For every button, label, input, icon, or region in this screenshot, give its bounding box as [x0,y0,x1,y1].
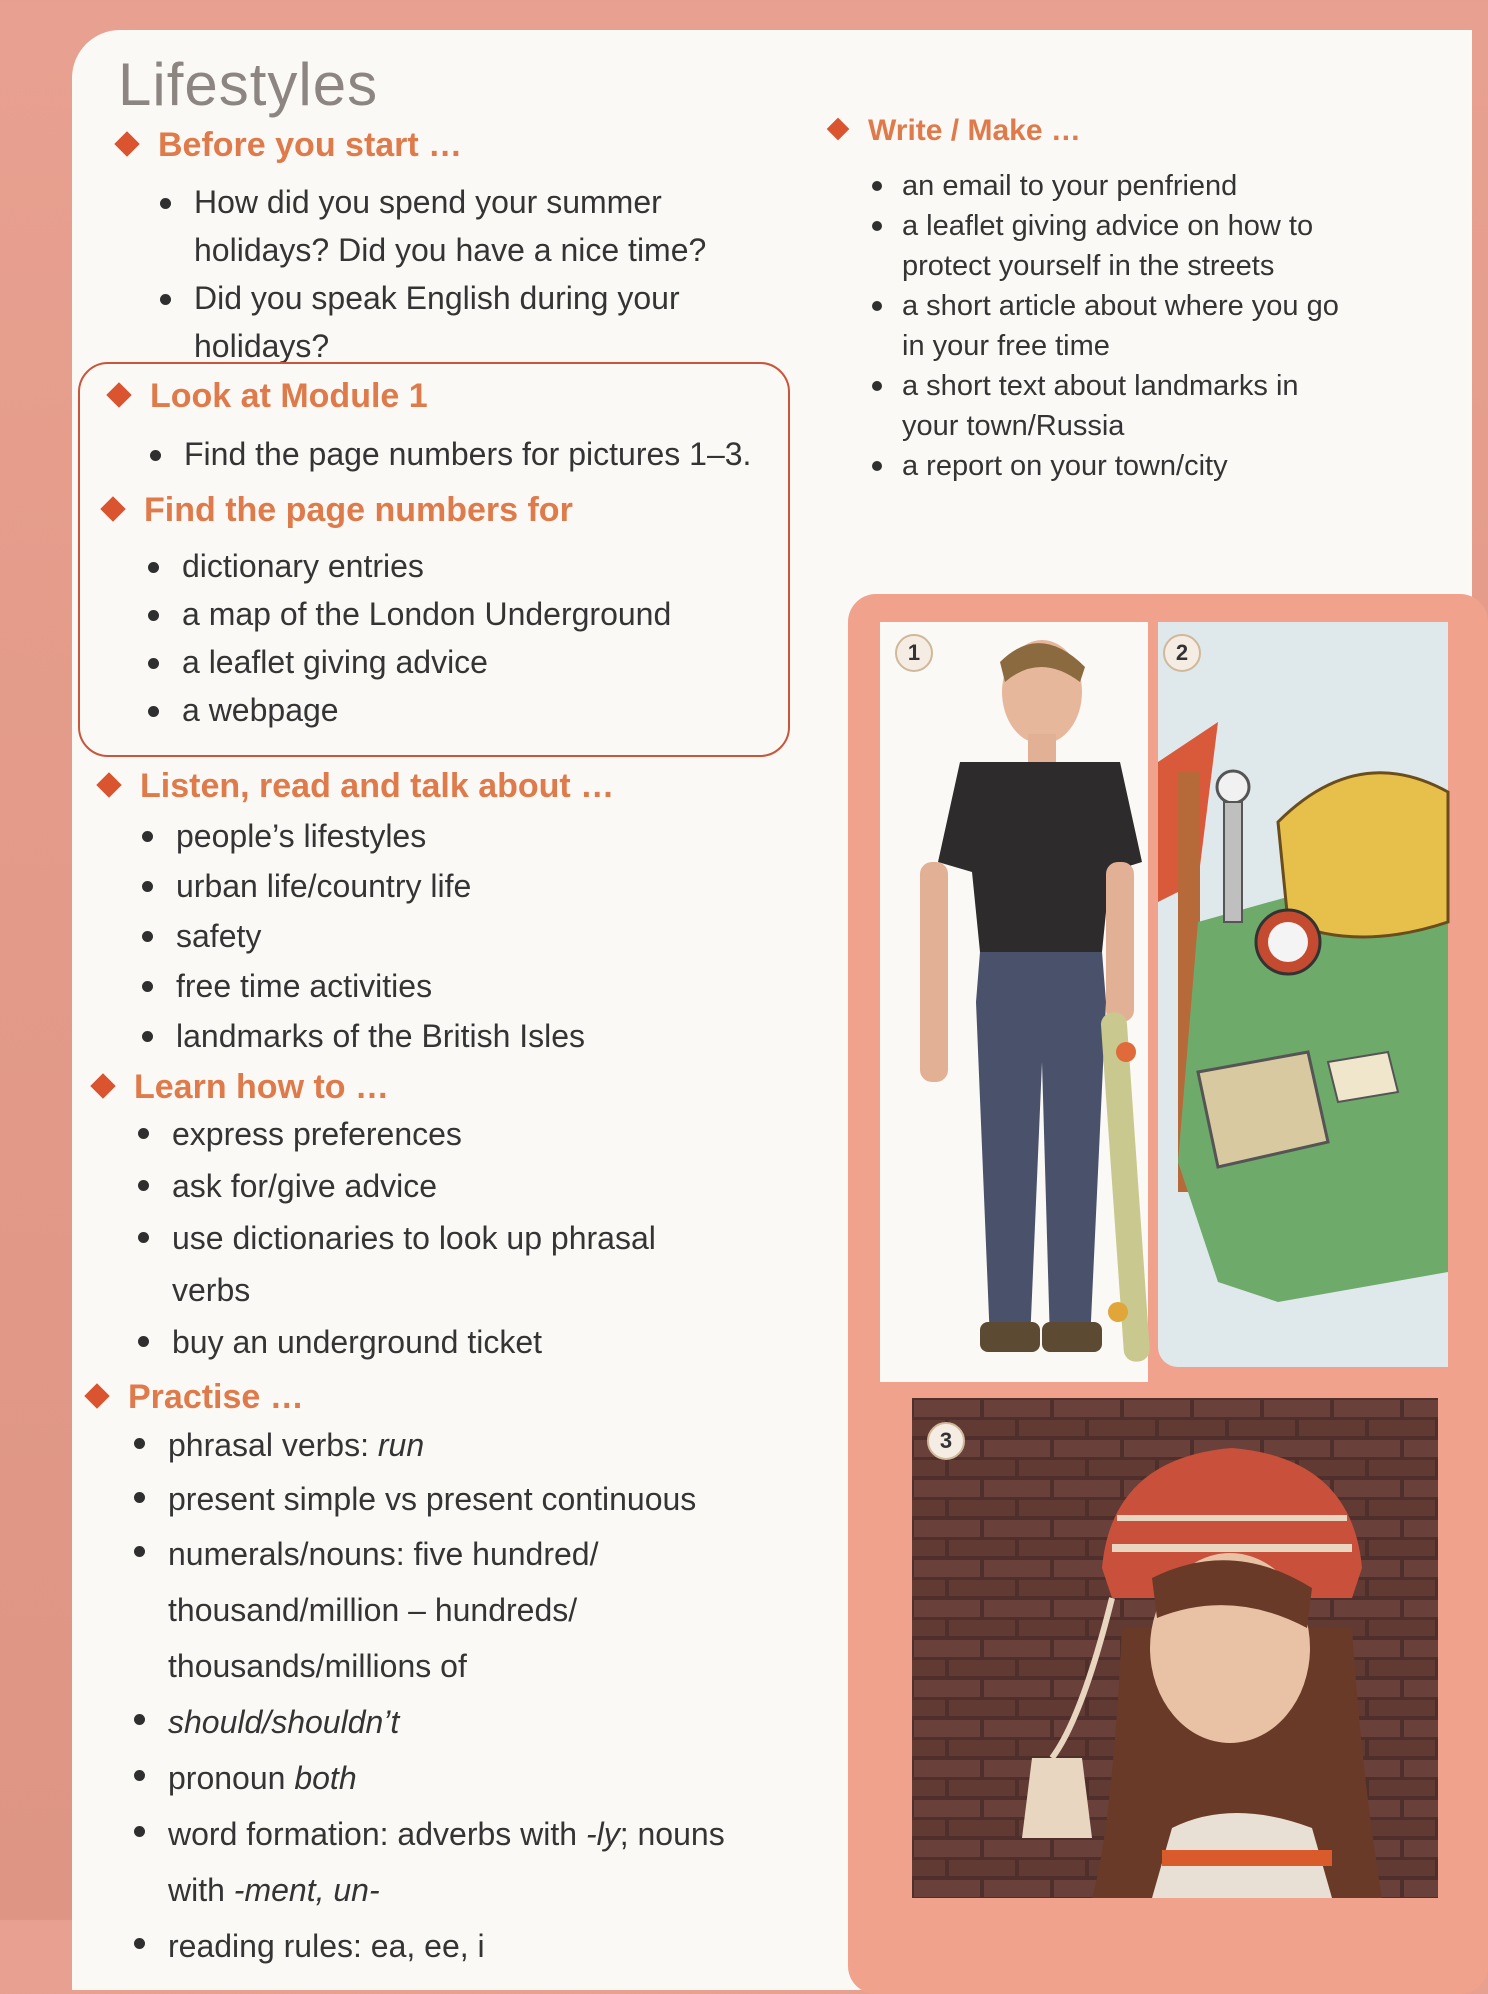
list-item: a short text about landmarks in your town/Russia [872,366,1342,446]
list-item: a report on your town/city [872,446,1342,486]
list-item: present simple vs present continuous [134,1472,784,1526]
page-title: Lifestyles [118,51,379,118]
heading-learn: Learn how to … [94,1068,389,1107]
list-item: a leaflet giving advice on how to protect yourself in the streets [872,206,1342,286]
bedroom-illustration [1158,622,1448,1367]
list-item: use dictionaries to look up phrasal verbs [138,1212,738,1316]
learn-list [138,1108,738,1368]
diamond-icon [114,131,139,156]
list-item: pronoun both [134,1750,784,1806]
look-list [150,430,790,478]
heading-write: Write / Make … [830,114,1081,148]
list-item: word formation: adverbs with -ly; nouns with -ment, un- [134,1806,784,1918]
list-item: an email to your penfriend [872,166,1342,206]
photo-number-1: 1 [895,634,933,672]
list-item: Find the page numbers for pictures 1–3. [150,430,790,478]
heading-practise: Practise … [88,1378,304,1417]
diamond-icon [84,1383,109,1408]
list-item: a leaflet giving advice [148,638,768,686]
diamond-icon [827,118,850,141]
heading-listen: Listen, read and talk about … [100,767,614,806]
photo-number-3: 3 [927,1422,965,1460]
list-item: a short article about where you go in your free time [872,286,1342,366]
practise-list [134,1418,784,1974]
diamond-icon [96,772,121,797]
list-item: buy an underground ticket [138,1316,738,1368]
listen-list [142,811,762,1061]
photo-boy-skateboard [880,622,1148,1382]
diamond-icon [106,382,131,407]
list-item: Did you speak English during your holidays? [160,274,720,370]
heading-before: Before you start … [118,126,462,165]
list-item: dictionary entries [148,542,768,590]
list-item: landmarks of the British Isles [142,1011,762,1061]
diamond-icon [90,1073,115,1098]
photo-number-2: 2 [1163,634,1201,672]
heading-find: Find the page numbers for [104,491,573,530]
list-item: a webpage [148,686,768,734]
heading-look: Look at Module 1 [110,377,428,416]
write-list [872,166,1342,486]
find-list [148,542,768,734]
list-item: How did you spend your summer holidays? Did you have a nice time? [160,178,720,274]
list-item: express preferences [138,1108,738,1160]
photo-cartoon-bedroom [1158,622,1448,1367]
photo-girl-hat [912,1398,1438,1898]
list-item: urban life/country life [142,861,762,911]
list-item: ask for/give advice [138,1160,738,1212]
before-list [160,178,720,370]
list-item: people’s lifestyles [142,811,762,861]
list-item: a map of the London Underground [148,590,768,638]
boy-illustration [880,622,1148,1382]
diamond-icon [100,496,125,521]
list-item: safety [142,911,762,961]
list-item: should/shouldn’t [134,1694,784,1750]
list-item: free time activities [142,961,762,1011]
list-item: numerals/nouns: five hundred/ thousand/million – hundreds/ thousands/millions of [134,1526,784,1694]
list-item: reading rules: ea, ee, i [134,1918,784,1974]
list-item: phrasal verbs: run [134,1418,784,1472]
girl-illustration [912,1398,1438,1898]
